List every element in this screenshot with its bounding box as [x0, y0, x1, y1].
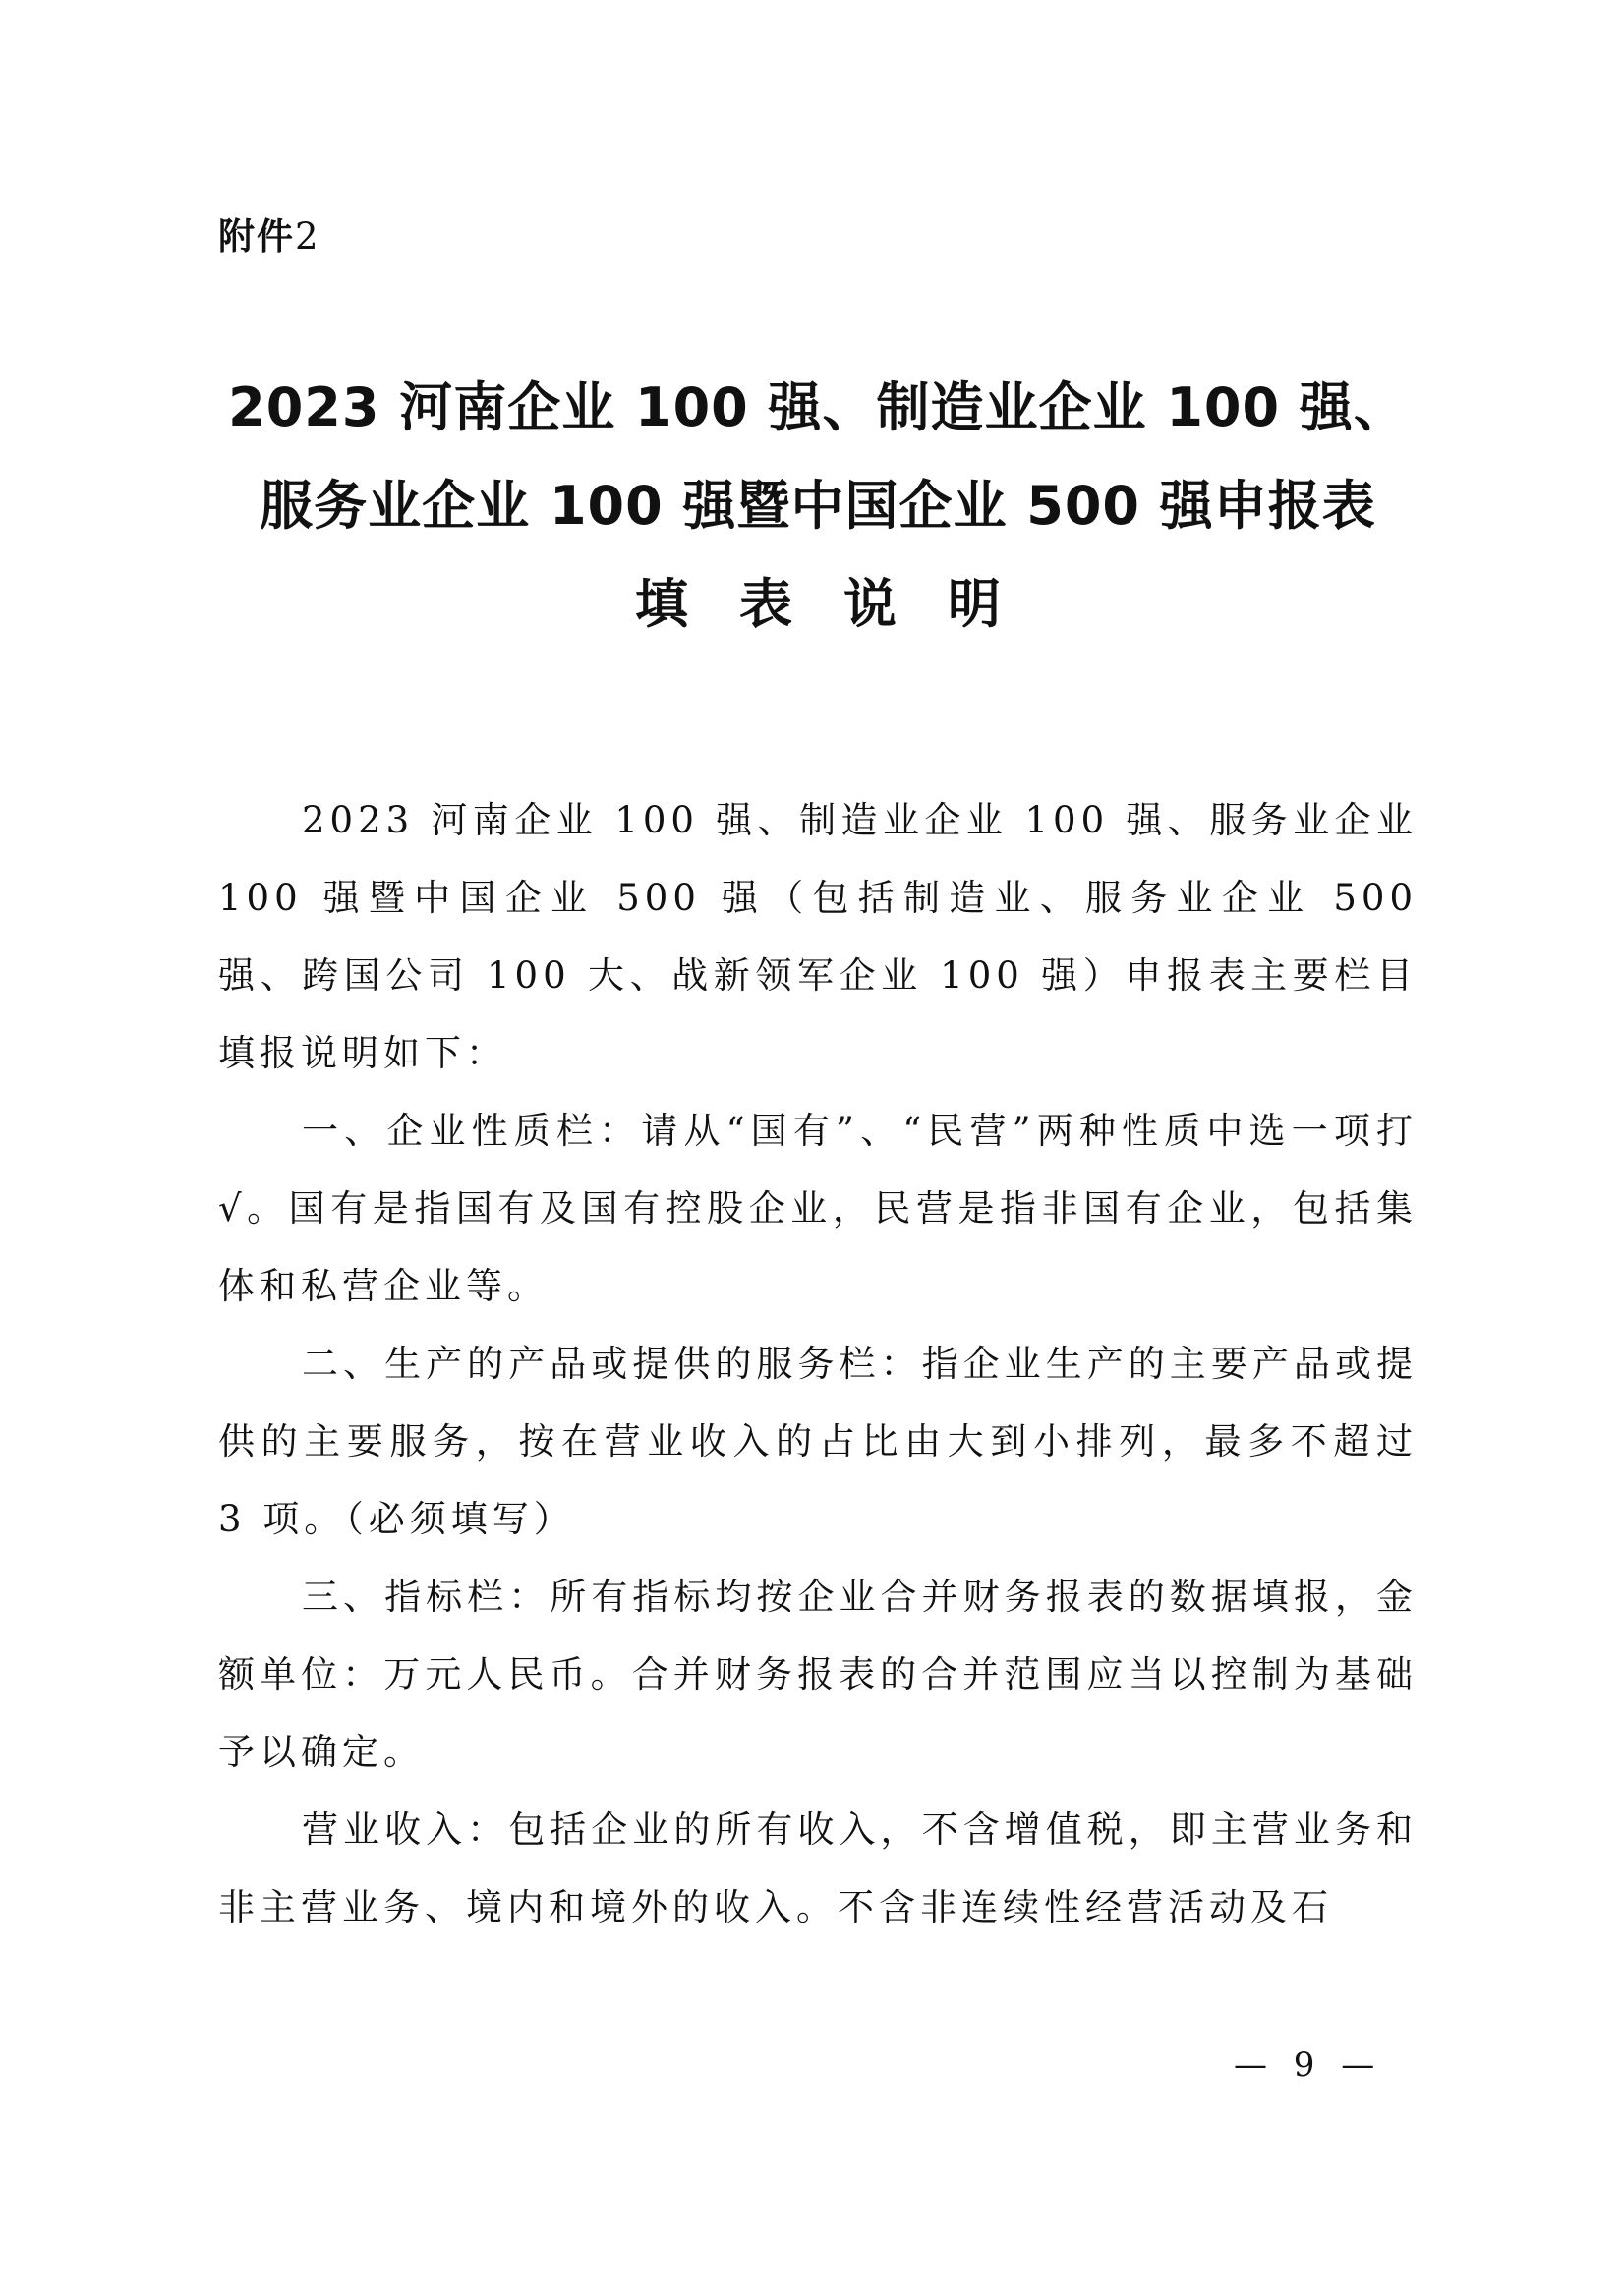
body-paragraph-products-services: 二、生产的产品或提供的服务栏：指企业生产的主要产品或提供的主要服务，按在营业收入的占比由大到小排列，最多不超过 3 项。（必须填写）: [218, 1343, 1418, 1540]
title-line-3: 填表说明: [635, 573, 1052, 635]
body-paragraph-intro: 2023 河南企业 100 强、制造业企业 100 强、服务业企业 100 强暨中国企业 500 强（包括制造业、服务业企业 500 强、跨国公司 100 大、战新领军企业 100 强）申报表主要栏目填报说明如下：: [218, 799, 1418, 1074]
page-number: — 9 —: [1234, 2045, 1383, 2085]
title-line-2: 服务业企业 100 强暨中国企业 500 强申报表: [260, 475, 1376, 537]
document-body: [218, 781, 1418, 1946]
attachment-label-text: 附件: [218, 215, 295, 258]
body-paragraph-indicators: 三、指标栏：所有指标均按企业合并财务报表的数据填报，金额单位：万元人民币。合并财务报表的合并范围应当以控制为基础予以确定。: [218, 1576, 1418, 1773]
attachment-label: [218, 215, 320, 258]
body-paragraph-enterprise-nature: 一、企业性质栏：请从“国有”、“民营”两种性质中选一项打√。国有是指国有及国有控股企业，民营是指非国有企业，包括集体和私营企业等。: [218, 1110, 1418, 1307]
document-title: [218, 376, 1418, 676]
attachment-number: 2: [295, 215, 320, 258]
title-line-1: 2023 河南企业 100 强、制造业企业 100 强、: [228, 376, 1408, 438]
body-paragraph-revenue: 营业收入：包括企业的所有收入，不含增值税，即主营业务和非主营业务、境内和境外的收入。不含非连续性经营活动及石: [218, 1808, 1418, 1928]
